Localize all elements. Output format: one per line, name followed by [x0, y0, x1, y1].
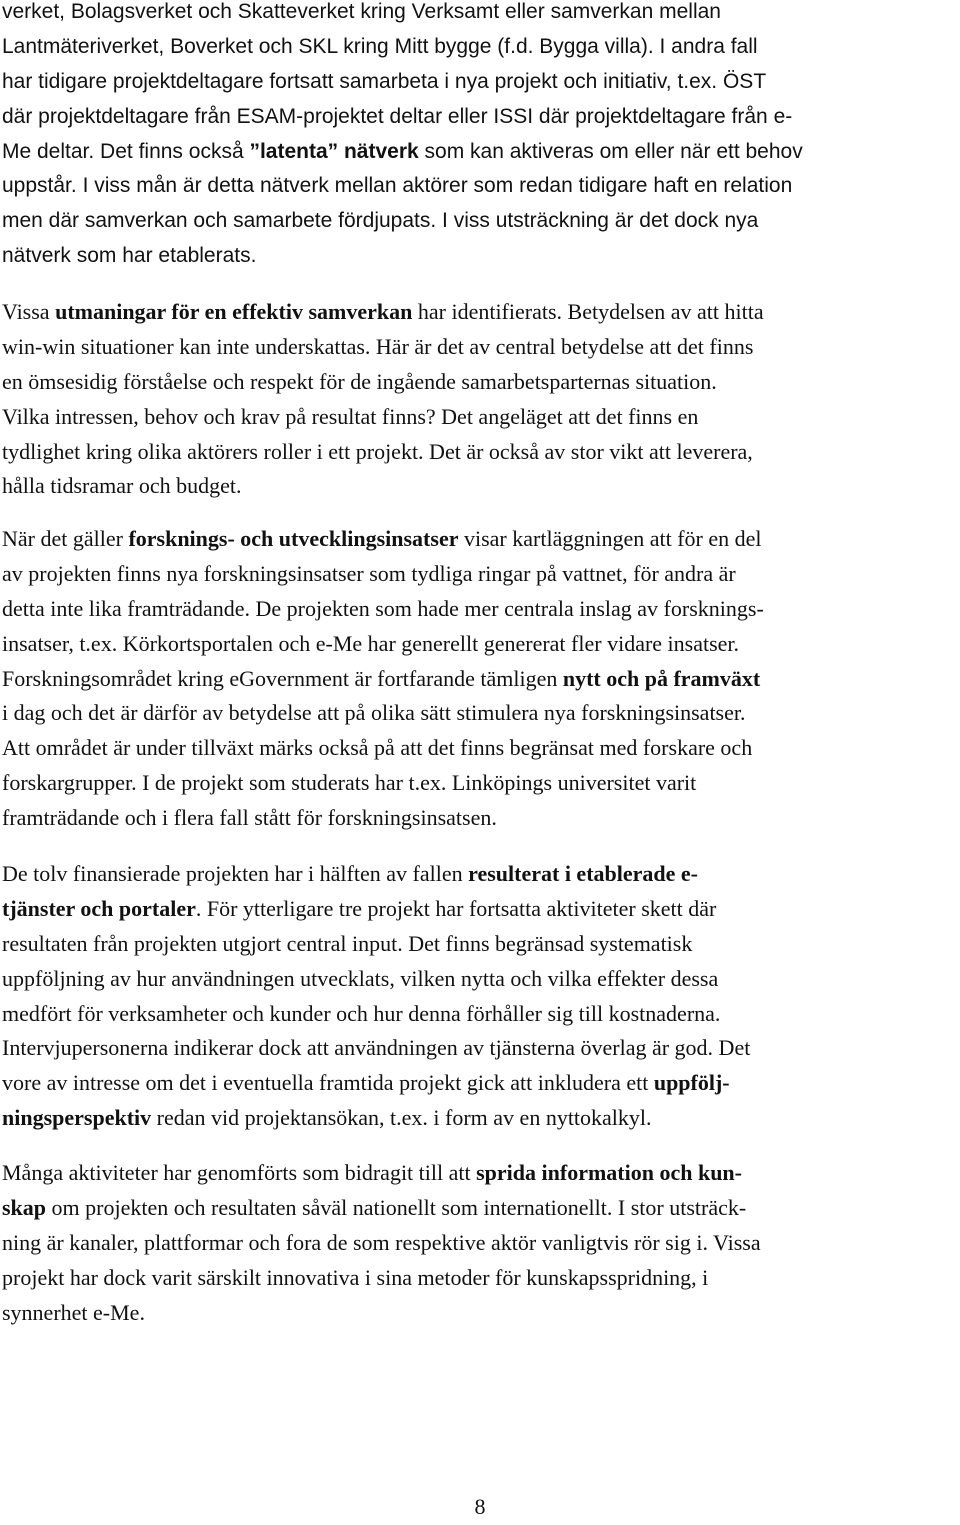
text-line	[2, 169, 958, 204]
text-line: insatser, t.ex. Körkortsportalen och e-Me har generellt genererat fler vidare insatser.	[2, 630, 740, 656]
text-line	[2, 1101, 958, 1136]
text-line: synnerhet e-Me.	[2, 1299, 145, 1325]
text-line: verket, Bolagsverket och Skatteverket kring Verksamt eller samverkan mellan	[2, 0, 721, 23]
bold-challenges: utmaningar för en effektiv samverkan	[55, 299, 413, 324]
text-line: framträdande och i flera fall stått för forskningsinsatsen.	[2, 805, 497, 831]
text-line	[2, 892, 958, 927]
text-line: men där samverkan och samarbete fördjupats. I viss utsträckning är det dock nya	[2, 209, 759, 233]
text-line: forskargrupper. I de projekt som studerats har t.ex. Linköpings universitet varit	[2, 770, 697, 796]
bold-spread: sprida information och kun-	[476, 1160, 742, 1185]
bold-results: resulterat i etablerade e-	[468, 861, 698, 886]
text-run: som kan aktiveras om eller när ett behov	[418, 139, 803, 163]
text-line	[2, 1156, 958, 1191]
bold-latent: ”latenta”	[249, 139, 339, 163]
bold-followup: uppfölj-	[653, 1070, 730, 1096]
text-line: win-win situationer kan inte underskattas. Här är det av central betydelse att det finns	[2, 333, 754, 359]
text-run: Många aktiviteter har genomförts som bidragit till att	[2, 1160, 477, 1185]
text-line: resultaten från projekten utgjort central input. Det finns begränsad systematisk	[2, 930, 693, 956]
bold-followup-cont: ningsperspektiv	[2, 1105, 152, 1131]
text-line	[2, 857, 958, 892]
bold-emerging: nytt och på framväxt	[562, 665, 761, 691]
bold-networks: nätverk	[343, 139, 419, 163]
text-line: Att området är under tillväxt märks också på att det finns begränsat med forskare och	[2, 735, 753, 761]
paragraph-research	[2, 522, 958, 836]
text-run: om projekten och resultaten såväl nationellt som internationellt. I stor utsträck-	[46, 1194, 747, 1220]
text-run: När det gäller	[2, 526, 129, 551]
text-run: visar kartläggningen att för en del	[458, 526, 762, 551]
text-line: medfört för verksamheter och kunder och hur denna förhåller sig till kostnaderna.	[2, 1000, 721, 1026]
text-line: i dag och det är därför av betydelse att på olika sätt stimulera nya forskningsinsatser.	[2, 700, 746, 726]
text-line: av projekten finns nya forskningsinsatser som tydliga ringar på vattnet, för andra är	[2, 560, 736, 586]
paragraph-challenges	[2, 295, 958, 504]
text-line	[2, 295, 958, 330]
bold-results-cont: tjänster och portaler	[2, 895, 196, 921]
text-line	[2, 1066, 958, 1101]
text-line: tydlighet kring olika aktörers roller i ett projekt. Det är också av stor vikt att leverera,	[2, 438, 753, 464]
text-run: I viss mån är detta nätverk mellan aktörer som redan tidigare haft en relation	[76, 174, 793, 198]
paragraph-dissemination	[2, 1156, 958, 1330]
text-line	[2, 662, 958, 697]
text-line: uppföljning av hur användningen utvecklats, vilken nytta och vilka effekter dessa	[2, 965, 719, 991]
text-line	[2, 522, 958, 557]
text-run: . För ytterligare tre projekt har fortsatta aktiviteter skett där	[195, 895, 717, 921]
text-line: ning är kanaler, plattformar och fora de som respektive aktör vanligtvis rör sig i. Vissa	[2, 1229, 761, 1255]
text-run: redan vid projektansökan, t.ex. i form av en nyttokalkyl.	[151, 1105, 652, 1131]
text-run: Det finns också	[94, 139, 250, 163]
text-run: vore av intresse om det i eventuella framtida projekt gick att inkludera ett	[2, 1070, 654, 1096]
text-run: De tolv finansierade projekten har i hälften av fallen	[2, 861, 469, 886]
text-line: nätverk som har etablerats.	[2, 244, 257, 268]
text-line: projekt har dock varit särskilt innovativa i sina metoder för kunskapsspridning, i	[2, 1264, 709, 1290]
page-number: 8	[474, 1494, 486, 1519]
text-line	[2, 1191, 958, 1226]
text-run: har identifierats. Betydelsen av att hitta	[412, 299, 764, 324]
text-run: Vissa	[2, 299, 56, 324]
text-line: där projektdeltagare från ESAM-projektet deltar eller ISSI där projektdeltagare från e-	[2, 104, 793, 128]
text-line: detta inte lika framträdande. De projekten som hade mer centrala inslag av forsknings-	[2, 595, 764, 621]
text-line: en ömsesidig förståelse och respekt för de ingående samarbetsparternas situation.	[2, 368, 717, 394]
text-line: Intervjupersonerna indikerar dock att användningen av tjänsterna överlag är god. Det	[2, 1035, 751, 1061]
bold-spread-cont: skap	[2, 1194, 47, 1220]
bold-research: forsknings- och utvecklingsinsatser	[128, 526, 459, 551]
paragraph-results	[2, 857, 958, 1136]
text-line: hålla tidsramar och budget.	[2, 473, 242, 499]
text-run: Me deltar.	[2, 139, 95, 163]
text-line: Vilka intressen, behov och krav på resultat finns? Det angeläget att det finns en	[2, 403, 699, 429]
text-line: Lantmäteriverket, Boverket och SKL kring Mitt bygge (f.d. Bygga villa). I andra fall	[2, 34, 758, 58]
text-run: uppstår.	[2, 174, 77, 198]
paragraph-networks	[2, 0, 958, 274]
text-line	[2, 135, 958, 170]
text-line: har tidigare projektdeltagare fortsatt samarbeta i nya projekt och initiativ, t.ex. ÖST	[2, 69, 767, 93]
text-run: Forskningsområdet kring eGovernment är fortfarande tämligen	[2, 665, 563, 691]
